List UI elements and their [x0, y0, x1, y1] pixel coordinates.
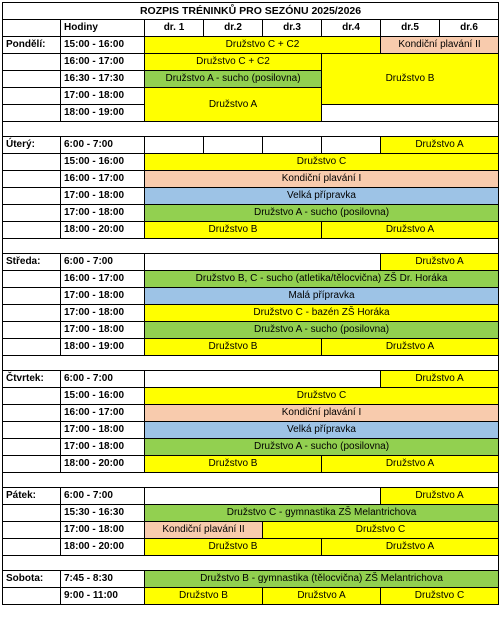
day-cell-empty [3, 154, 61, 171]
time-slot: 16:00 - 17:00 [61, 271, 145, 288]
time-slot: 17:00 - 18:00 [61, 188, 145, 205]
time-slot: 17:00 - 18:00 [61, 205, 145, 222]
header-lane-2: dr.2 [204, 20, 263, 37]
header-lane-4: dr.4 [322, 20, 381, 37]
training-block: Družstvo A [322, 456, 499, 473]
training-block: Družstvo C [381, 588, 499, 605]
training-block: Kondiční plavání II [145, 522, 263, 539]
time-slot: 16:00 - 17:00 [61, 405, 145, 422]
time-slot: 9:00 - 11:00 [61, 588, 145, 605]
training-block: Družstvo C + C2 [145, 54, 322, 71]
separator-cell [3, 239, 499, 254]
schedule-row [3, 422, 499, 439]
training-block: Družstvo A [322, 339, 499, 356]
training-block: Družstvo A - sucho (posilovna) [145, 322, 499, 339]
training-block: Družstvo B [145, 339, 322, 356]
training-block: Družstvo A [322, 539, 499, 556]
training-block: Velká přípravka [145, 188, 499, 205]
empty-lane-cell [263, 137, 322, 154]
day-cell-empty [3, 205, 61, 222]
day-cell-empty [3, 188, 61, 205]
training-block: Družstvo A [381, 488, 499, 505]
schedule-row [3, 439, 499, 456]
schedule-row [3, 37, 499, 54]
schedule-row [3, 571, 499, 588]
time-slot: 16:30 - 17:30 [61, 71, 145, 88]
time-slot: 17:00 - 18:00 [61, 88, 145, 105]
time-slot: 15:00 - 16:00 [61, 37, 145, 54]
day-cell-empty [3, 422, 61, 439]
day-cell-empty [3, 522, 61, 539]
day-cell-empty [3, 305, 61, 322]
time-slot: 17:00 - 18:00 [61, 422, 145, 439]
time-slot: 15:00 - 16:00 [61, 388, 145, 405]
schedule-title: ROZPIS TRÉNINKŮ PRO SEZÓNU 2025/2026 [3, 3, 499, 20]
training-block: Kondiční plavání II [381, 37, 499, 54]
schedule-row [3, 205, 499, 222]
time-slot: 18:00 - 20:00 [61, 222, 145, 239]
schedule-row [3, 371, 499, 388]
time-slot: 15:30 - 16:30 [61, 505, 145, 522]
time-slot: 16:00 - 17:00 [61, 54, 145, 71]
day-cell-empty [3, 322, 61, 339]
schedule-row [3, 505, 499, 522]
schedule-row [3, 405, 499, 422]
day-separator-row [3, 556, 499, 571]
time-slot: 17:00 - 18:00 [61, 522, 145, 539]
time-slot: 17:00 - 18:00 [61, 305, 145, 322]
header-empty-cell [3, 20, 61, 37]
header-lane-3: dr.3 [263, 20, 322, 37]
training-block: Družstvo A [381, 137, 499, 154]
title-row [3, 3, 499, 20]
day-separator-row [3, 122, 499, 137]
schedule-row [3, 254, 499, 271]
day-cell-empty [3, 105, 61, 122]
training-block: Družstvo B [145, 588, 263, 605]
header-lane-1: dr. 1 [145, 20, 204, 37]
schedule-row [3, 522, 499, 539]
schedule-row [3, 322, 499, 339]
separator-cell [3, 556, 499, 571]
time-slot: 16:00 - 17:00 [61, 171, 145, 188]
schedule-row [3, 288, 499, 305]
day-cell-empty [3, 339, 61, 356]
time-slot: 15:00 - 16:00 [61, 154, 145, 171]
training-block: Velká přípravka [145, 422, 499, 439]
day-separator-row [3, 356, 499, 371]
training-block: Družstvo C - gymnastika ZŠ Melantrichova [145, 505, 499, 522]
separator-cell [3, 356, 499, 371]
day-cell-empty [3, 71, 61, 88]
training-block: Družstvo A [381, 254, 499, 271]
training-block: Družstvo A - sucho (posilovna) [145, 439, 499, 456]
header-lane-5: dr.5 [381, 20, 440, 37]
training-block: Družstvo C + C2 [145, 37, 381, 54]
training-schedule-table [2, 2, 499, 605]
schedule-row [3, 137, 499, 154]
training-block: Kondiční plavání I [145, 171, 499, 188]
day-label: Úterý: [3, 137, 61, 154]
time-slot: 6:00 - 7:00 [61, 254, 145, 271]
header-hours: Hodiny [61, 20, 145, 37]
time-slot: 6:00 - 7:00 [61, 137, 145, 154]
day-cell-empty [3, 505, 61, 522]
training-block: Družstvo B [145, 456, 322, 473]
schedule-row [3, 588, 499, 605]
time-slot: 17:00 - 18:00 [61, 439, 145, 456]
day-cell-empty [3, 54, 61, 71]
day-cell-empty [3, 271, 61, 288]
schedule-row [3, 271, 499, 288]
empty-lane-cell [145, 488, 381, 505]
day-label: Čtvrtek: [3, 371, 61, 388]
day-label: Středa: [3, 254, 61, 271]
day-cell-empty [3, 405, 61, 422]
training-block: Družstvo C [145, 388, 499, 405]
day-cell-empty [3, 456, 61, 473]
training-block: Družstvo C [263, 522, 499, 539]
training-block: Družstvo A - sucho (posilovna) [145, 71, 322, 88]
time-slot: 7:45 - 8:30 [61, 571, 145, 588]
time-slot: 18:00 - 19:00 [61, 105, 145, 122]
empty-lane-cell [145, 137, 204, 154]
schedule-row [3, 539, 499, 556]
schedule-row [3, 456, 499, 473]
day-separator-row [3, 473, 499, 488]
separator-cell [3, 122, 499, 137]
day-cell-empty [3, 388, 61, 405]
day-cell-empty [3, 171, 61, 188]
day-cell-empty [3, 88, 61, 105]
training-block: Družstvo B, C - sucho (atletika/tělocvična) ZŠ Dr. Horáka [145, 271, 499, 288]
training-block: Družstvo A [145, 88, 322, 122]
time-slot: 6:00 - 7:00 [61, 371, 145, 388]
training-block: Družstvo B [145, 222, 322, 239]
empty-lane-cell [145, 371, 381, 388]
empty-lane-cell [322, 105, 499, 122]
schedule-row [3, 305, 499, 322]
day-cell-empty [3, 539, 61, 556]
day-label: Pátek: [3, 488, 61, 505]
schedule-row [3, 488, 499, 505]
schedule-row [3, 339, 499, 356]
training-block: Družstvo A [322, 222, 499, 239]
empty-lane-cell [145, 254, 381, 271]
day-cell-empty [3, 288, 61, 305]
header-lane-6: dr.6 [440, 20, 499, 37]
training-block: Kondiční plavání I [145, 405, 499, 422]
time-slot: 17:00 - 18:00 [61, 288, 145, 305]
empty-lane-cell [204, 137, 263, 154]
training-block: Družstvo C [145, 154, 499, 171]
day-label: Sobota: [3, 571, 61, 588]
training-block: Družstvo A [263, 588, 381, 605]
schedule-row [3, 154, 499, 171]
time-slot: 18:00 - 19:00 [61, 339, 145, 356]
training-block: Družstvo A [381, 371, 499, 388]
day-cell-empty [3, 588, 61, 605]
training-block: Družstvo A - sucho (posilovna) [145, 205, 499, 222]
time-slot: 18:00 - 20:00 [61, 456, 145, 473]
schedule-row [3, 188, 499, 205]
schedule-row [3, 54, 499, 71]
time-slot: 18:00 - 20:00 [61, 539, 145, 556]
empty-lane-cell [322, 137, 381, 154]
day-separator-row [3, 239, 499, 254]
day-label: Pondělí: [3, 37, 61, 54]
training-block: Družstvo B [145, 539, 322, 556]
separator-cell [3, 473, 499, 488]
day-cell-empty [3, 439, 61, 456]
training-block: Malá přípravka [145, 288, 499, 305]
training-block: Družstvo C - bazén ZŠ Horáka [145, 305, 499, 322]
time-slot: 17:00 - 18:00 [61, 322, 145, 339]
day-cell-empty [3, 222, 61, 239]
schedule-row [3, 171, 499, 188]
training-block: Družstvo B - gymnastika (tělocvična) ZŠ Melantrichova [145, 571, 499, 588]
header-row [3, 20, 499, 37]
time-slot: 6:00 - 7:00 [61, 488, 145, 505]
schedule-row [3, 222, 499, 239]
schedule-body [3, 3, 499, 605]
schedule-row [3, 388, 499, 405]
training-block: Družstvo B [322, 54, 499, 105]
